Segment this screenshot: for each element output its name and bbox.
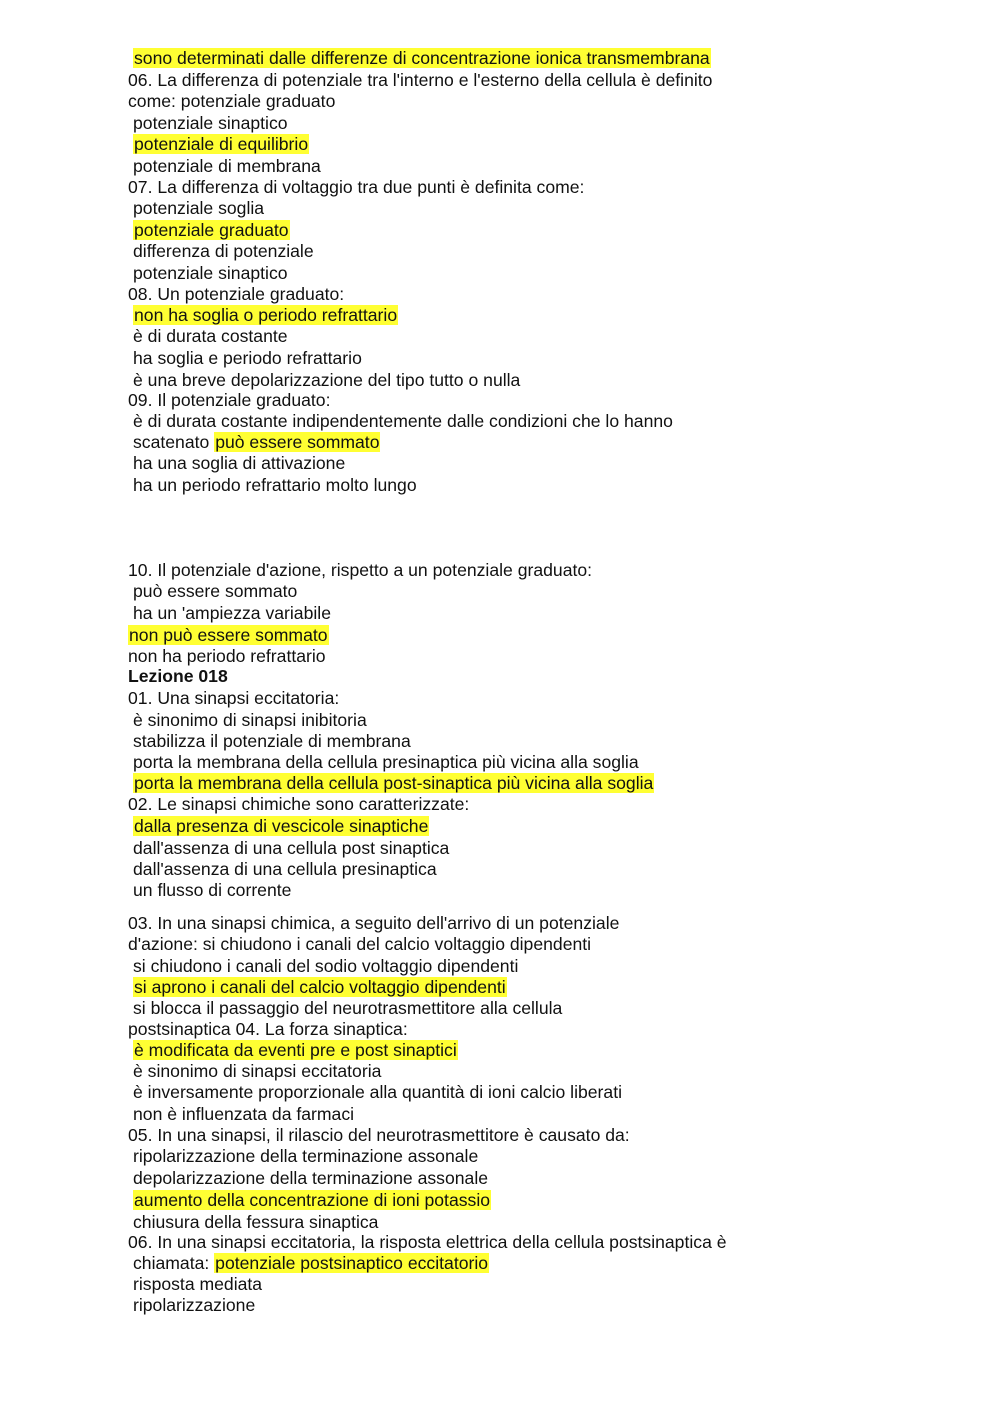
text-segment: risposta mediata	[133, 1274, 263, 1294]
text-segment: chiusura della fessura sinaptica	[133, 1212, 379, 1232]
text-segment: è inversamente proporzionale alla quantità di ioni calcio liberati	[133, 1082, 622, 1102]
text-line	[128, 90, 335, 112]
text-segment: 02. Le sinapsi chimiche sono caratterizzate:	[128, 794, 470, 814]
text-segment: ha soglia e periodo refrattario	[133, 348, 362, 368]
text-segment: un flusso di corrente	[133, 880, 292, 900]
text-segment: Lezione 018	[128, 666, 228, 686]
text-line	[133, 772, 654, 794]
text-line	[133, 1211, 378, 1233]
text-segment: potenziale di membrana	[133, 156, 321, 176]
text-line	[133, 452, 345, 474]
text-segment: dall'assenza di una cellula post sinaptica	[133, 838, 450, 858]
text-segment: chiamata:	[133, 1253, 215, 1273]
text-segment: può essere sommato	[133, 581, 298, 601]
highlighted-answer: potenziale di equilibrio	[134, 134, 309, 154]
text-line	[133, 1145, 478, 1167]
text-line	[133, 369, 520, 391]
text-line	[128, 1018, 408, 1040]
text-segment: è di durata costante	[133, 326, 288, 346]
text-line	[133, 1294, 255, 1316]
highlighted-answer: porta la membrana della cellula post-sinaptica più vicina alla soglia	[134, 773, 654, 793]
text-line	[133, 751, 639, 773]
text-line	[128, 687, 339, 709]
text-segment: postsinaptica 04. La forza sinaptica:	[128, 1019, 408, 1039]
text-line	[128, 645, 326, 667]
text-line	[128, 1124, 630, 1146]
text-line	[133, 955, 518, 977]
text-line	[128, 559, 592, 581]
text-line	[133, 837, 449, 859]
text-line	[128, 624, 329, 646]
text-line	[133, 112, 288, 134]
text-line	[133, 325, 288, 347]
text-line	[133, 580, 297, 602]
highlighted-answer: aumento della concentrazione di ioni potassio	[134, 1190, 491, 1210]
highlighted-answer: potenziale graduato	[134, 220, 289, 240]
text-segment: non è influenzata da farmaci	[133, 1104, 355, 1124]
text-segment: ripolarizzazione della terminazione assonale	[133, 1146, 479, 1166]
text-line	[128, 176, 584, 198]
text-segment: 09. Il potenziale graduato:	[128, 390, 331, 410]
text-segment: 03. In una sinapsi chimica, a seguito dell'arrivo di un potenziale	[128, 913, 620, 933]
text-segment: dall'assenza di una cellula presinaptica	[133, 859, 437, 879]
text-line	[133, 474, 417, 496]
highlighted-answer: sono determinati dalle differenze di concentrazione ionica transmembrana	[134, 48, 710, 68]
text-line	[133, 709, 367, 731]
text-line	[133, 1252, 489, 1274]
text-line	[133, 304, 398, 326]
text-line	[128, 1231, 727, 1253]
text-line	[133, 858, 437, 880]
text-line	[133, 1039, 458, 1061]
highlighted-answer: potenziale postsinaptico eccitatorio	[215, 1253, 489, 1273]
text-line	[128, 793, 469, 815]
text-segment: 06. In una sinapsi eccitatoria, la risposta elettrica della cellula postsinaptica è	[128, 1232, 727, 1252]
text-line	[128, 69, 712, 91]
text-line	[133, 410, 673, 432]
text-line	[133, 602, 331, 624]
text-line	[133, 197, 264, 219]
text-segment: 07. La differenza di voltaggio tra due punti è definita come:	[128, 177, 585, 197]
text-line	[133, 47, 711, 69]
text-line	[133, 1189, 491, 1211]
text-segment: 08. Un potenziale graduato:	[128, 284, 345, 304]
section-heading	[128, 665, 228, 687]
text-segment: ha un 'ampiezza variabile	[133, 603, 331, 623]
text-line	[133, 1167, 488, 1189]
text-line	[133, 1081, 622, 1103]
text-line	[133, 262, 288, 284]
text-segment: è di durata costante indipendentemente dalle condizioni che lo hanno	[133, 411, 673, 431]
text-line	[128, 933, 591, 955]
text-segment: d'azione: si chiudono i canali del calcio voltaggio dipendenti	[128, 934, 592, 954]
highlighted-answer: si aprono i canali del calcio voltaggio dipendenti	[134, 977, 506, 997]
highlighted-answer: dalla presenza di vescicole sinaptiche	[134, 816, 429, 836]
text-segment: differenza di potenziale	[133, 241, 314, 261]
text-line	[133, 240, 314, 262]
text-segment: si blocca il passaggio del neurotrasmettitore alla cellula	[133, 998, 563, 1018]
text-segment: scatenato	[133, 432, 215, 452]
text-segment: potenziale sinaptico	[133, 113, 288, 133]
text-line	[133, 815, 429, 837]
highlighted-answer: può essere sommato	[215, 432, 380, 452]
text-line	[133, 133, 309, 155]
text-line	[133, 730, 411, 752]
text-segment: 05. In una sinapsi, il rilascio del neurotrasmettitore è causato da:	[128, 1125, 630, 1145]
highlighted-answer: non ha soglia o periodo refrattario	[134, 305, 398, 325]
text-segment: come: potenziale graduato	[128, 91, 336, 111]
text-segment: 10. Il potenziale d'azione, rispetto a un potenziale graduato:	[128, 560, 593, 580]
text-segment: stabilizza il potenziale di membrana	[133, 731, 411, 751]
text-segment: potenziale sinaptico	[133, 263, 288, 283]
text-segment: 06. La differenza di potenziale tra l'interno e l'esterno della cellula è definito	[128, 70, 713, 90]
text-segment: ripolarizzazione	[133, 1295, 256, 1315]
highlighted-answer: è modificata da eventi pre e post sinaptici	[134, 1040, 457, 1060]
text-line	[133, 155, 321, 177]
text-segment: porta la membrana della cellula presinaptica più vicina alla soglia	[133, 752, 639, 772]
text-line	[133, 1103, 354, 1125]
text-segment: non ha periodo refrattario	[128, 646, 326, 666]
text-line	[133, 431, 380, 453]
text-segment: è una breve depolarizzazione del tipo tutto o nulla	[133, 370, 521, 390]
text-line	[133, 1273, 262, 1295]
text-line	[128, 283, 344, 305]
text-segment: è sinonimo di sinapsi inibitoria	[133, 710, 367, 730]
text-segment: potenziale soglia	[133, 198, 265, 218]
text-segment: ha una soglia di attivazione	[133, 453, 346, 473]
text-line	[128, 912, 619, 934]
text-segment: ha un periodo refrattario molto lungo	[133, 475, 417, 495]
text-line	[133, 1060, 381, 1082]
text-line	[128, 389, 330, 411]
text-segment: depolarizzazione della terminazione assonale	[133, 1168, 489, 1188]
text-line	[133, 997, 562, 1019]
text-segment: 01. Una sinapsi eccitatoria:	[128, 688, 340, 708]
text-segment: si chiudono i canali del sodio voltaggio dipendenti	[133, 956, 519, 976]
text-line	[133, 347, 362, 369]
highlighted-answer: non può essere sommato	[129, 625, 328, 645]
text-line	[133, 976, 507, 998]
text-line	[133, 879, 291, 901]
text-line	[133, 219, 290, 241]
text-segment: è sinonimo di sinapsi eccitatoria	[133, 1061, 382, 1081]
